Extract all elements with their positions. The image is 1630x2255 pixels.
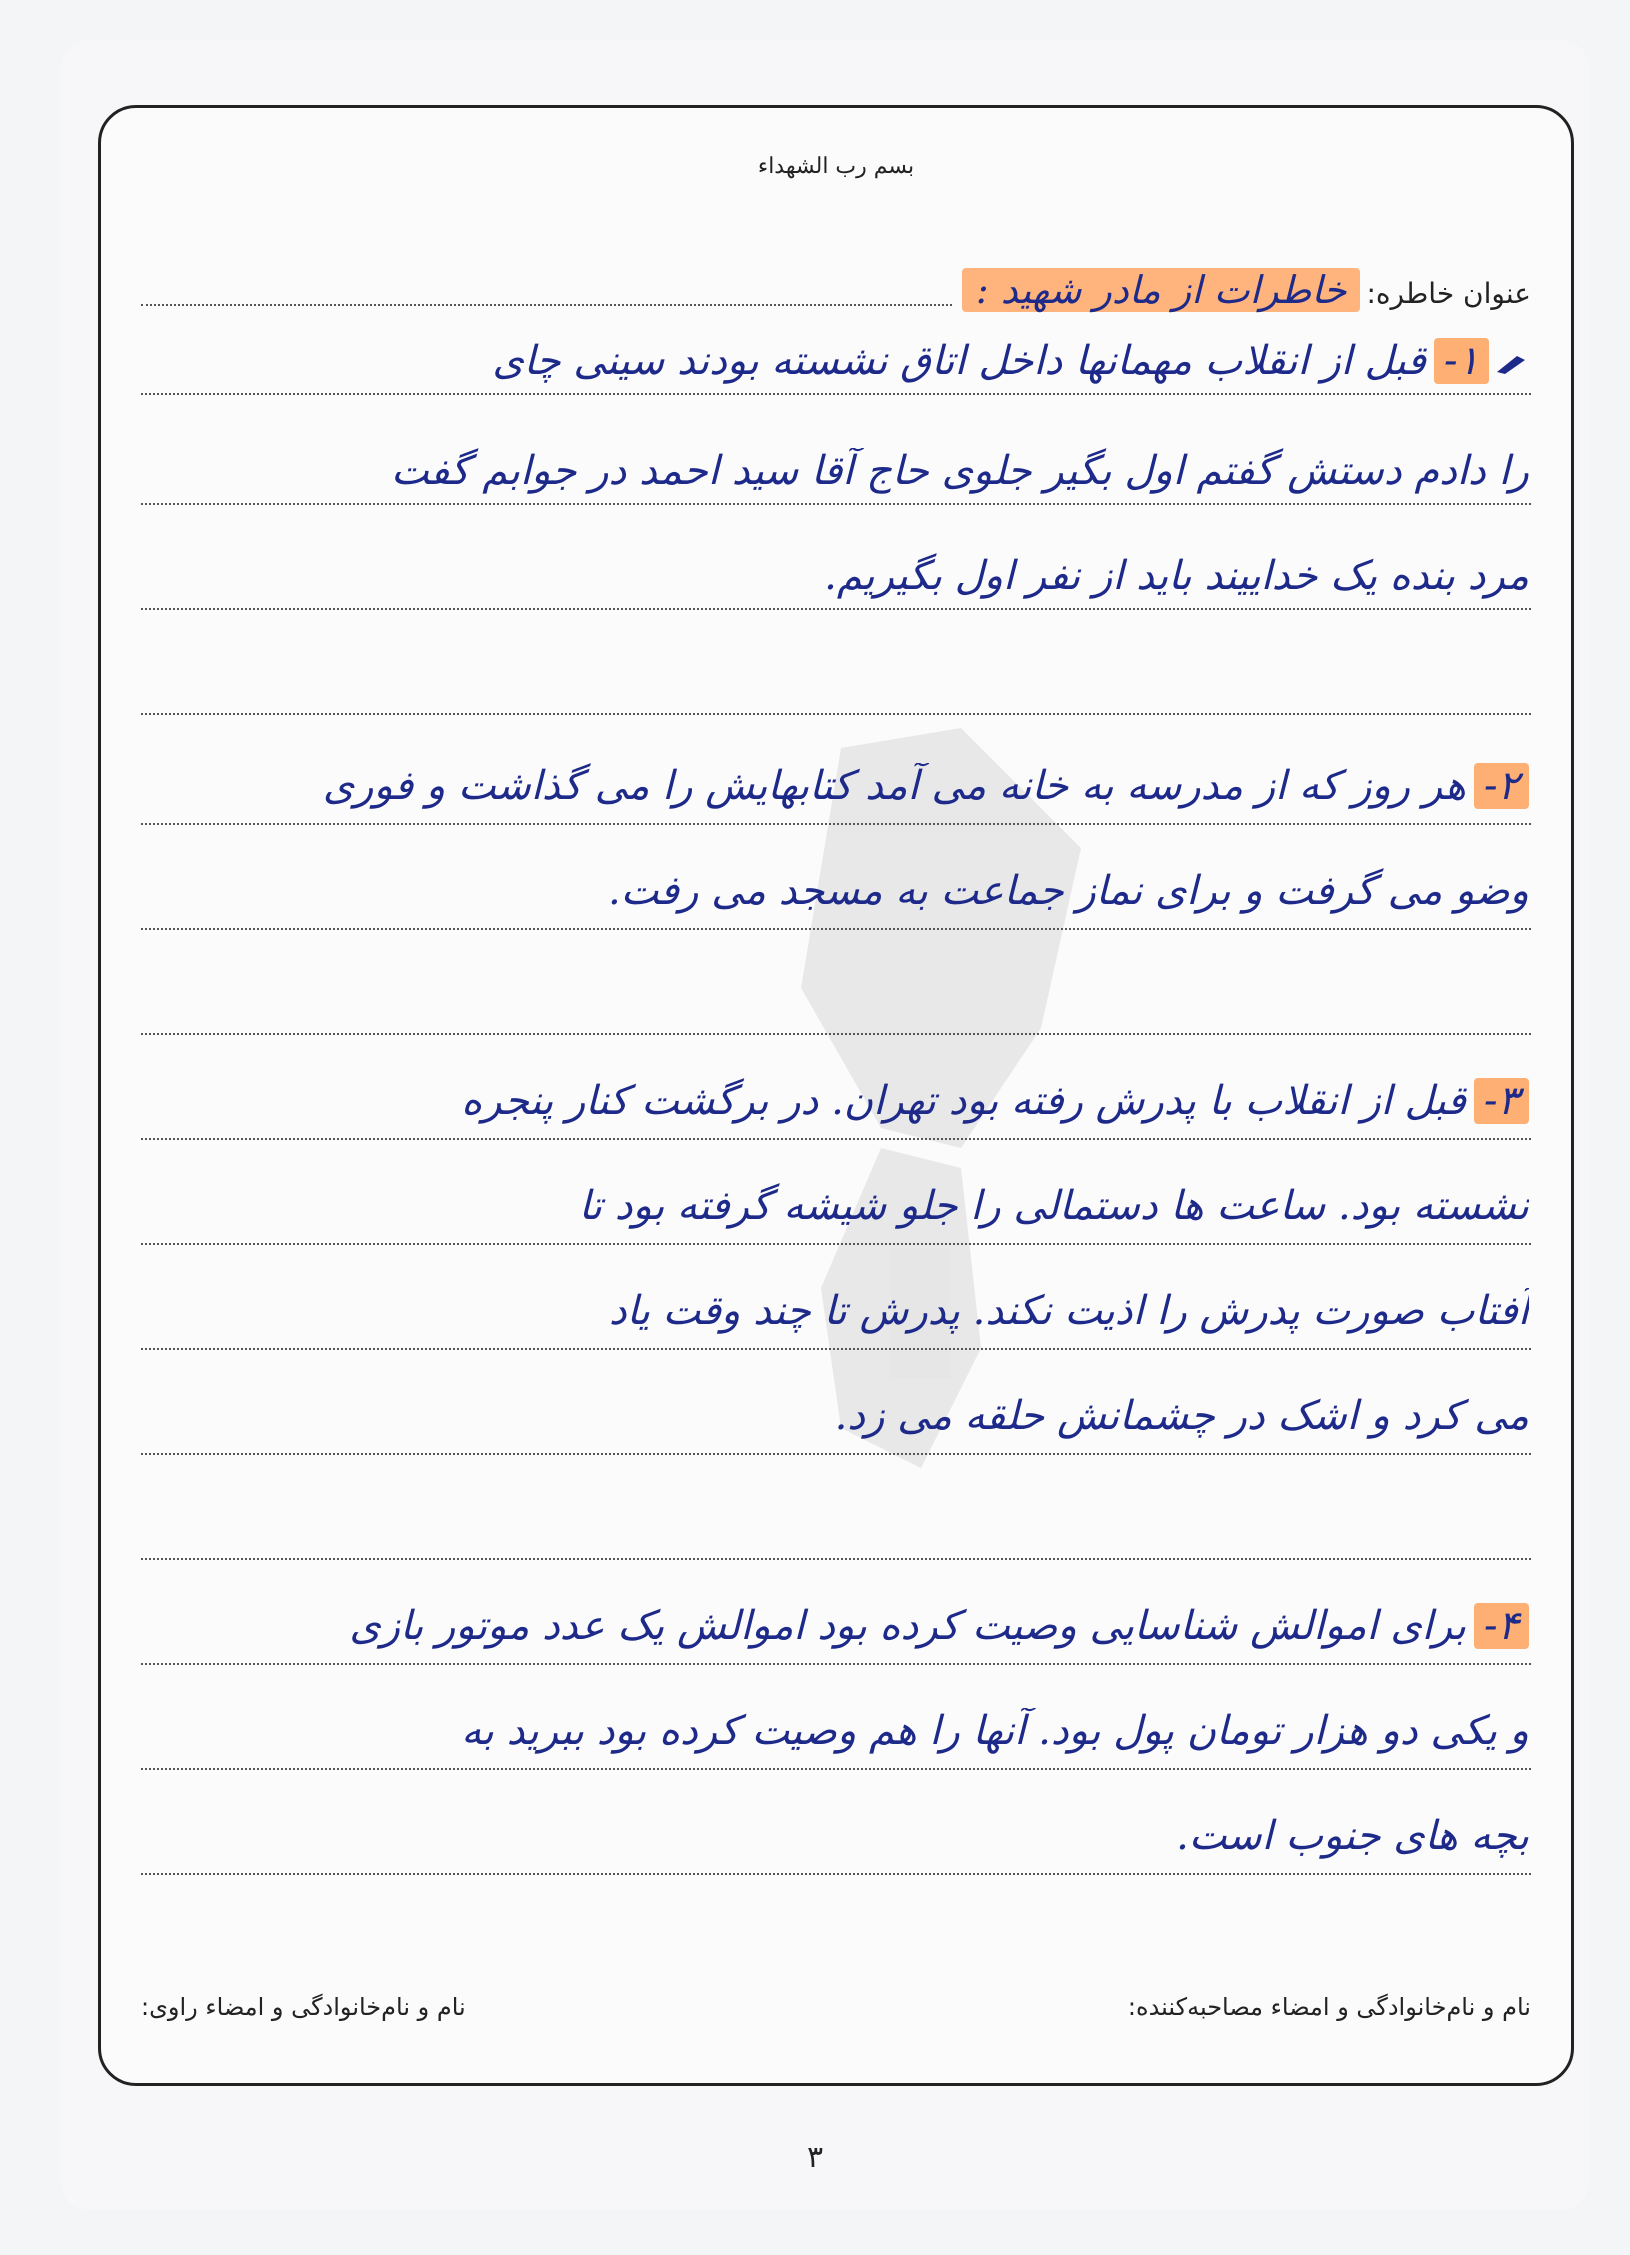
memory-4-line-1: ۴-برای اموالش شناسایی وصیت کرده بود اموالش یک عدد موتور بازی [143, 1603, 1529, 1649]
ruled-line [141, 1558, 1531, 1560]
memory-3-number: ۳- [1474, 1078, 1529, 1124]
memory-3-line-3: آفتاب صورت پدرش را اذیت نکند. پدرش تا چند وقت یاد [608, 1288, 1529, 1334]
ruled-line [141, 1453, 1531, 1455]
bismillah-header: بسم رب الشهداء [757, 154, 915, 179]
ruled-line [141, 1768, 1531, 1770]
ruled-line [141, 713, 1531, 715]
memory-3-line-1: ۳-قبل از انقلاب با پدرش رفته بود تهران. در برگشت کنار پنجره [143, 1078, 1529, 1124]
ruled-line [141, 1348, 1531, 1350]
memory-4-line-2: و یکی دو هزار تومان پول بود. آنها را هم وصیت کرده بود ببرید به [461, 1708, 1529, 1754]
title-value: خاطرات از مادر شهید : [962, 268, 1361, 312]
title-dotted-line [141, 303, 952, 306]
memory-1-number: ۱- [1434, 338, 1489, 384]
memory-1-line-1: ۱-قبل از انقلاب مهمانها داخل اتاق نشسته بودند سینی چای [143, 338, 1529, 384]
memory-3-line-4: می کرد و اشک در چشمانش حلقه می زد. [834, 1393, 1529, 1439]
memory-4-line-3: بچه های جنوب است. [1176, 1813, 1529, 1859]
narrator-signature-label: نام و نام‌خانوادگی و امضاء راوی: [141, 1993, 466, 2021]
ruled-line [141, 1033, 1531, 1035]
memory-1-line-2: را دادم دستش گفتم اول بگیر جلوی حاج آقا سید احمد در جوابم گفت [390, 448, 1529, 494]
signature-footer [141, 1993, 1531, 2021]
memory-2-line-1: ۲-هر روز که از مدرسه به خانه می آمد کتابهایش را می گذاشت و فوری [143, 763, 1529, 809]
memory-form-frame [98, 105, 1574, 2086]
memory-1-line-3: مرد بنده یک خداییند باید از نفر اول بگیریم. [824, 553, 1529, 599]
ruled-line [141, 823, 1531, 825]
ruled-line [141, 393, 1531, 395]
ruled-line [141, 1873, 1531, 1875]
ruled-line [141, 1243, 1531, 1245]
memory-3-line-2: نشسته بود. ساعت ها دستمالی را جلو شیشه گرفته بود تا [578, 1183, 1529, 1229]
page-number: ۳ [806, 2140, 824, 2175]
ruled-line [141, 1138, 1531, 1140]
memory-2-line-2: وضو می گرفت و برای نماز جماعت به مسجد می رفت. [608, 868, 1529, 914]
memory-title-row [141, 268, 1531, 312]
ruled-line [141, 928, 1531, 930]
ruled-line [141, 1663, 1531, 1665]
interviewer-signature-label: نام و نام‌خانوادگی و امضاء مصاحبه‌کننده: [1127, 1993, 1531, 2021]
memory-4-number: ۴- [1474, 1603, 1529, 1649]
title-label: عنوان خاطره: [1366, 277, 1531, 310]
memory-2-number: ۲- [1474, 763, 1529, 809]
ruled-line [141, 503, 1531, 505]
ruled-line [141, 608, 1531, 610]
pen-icon [1495, 352, 1529, 376]
